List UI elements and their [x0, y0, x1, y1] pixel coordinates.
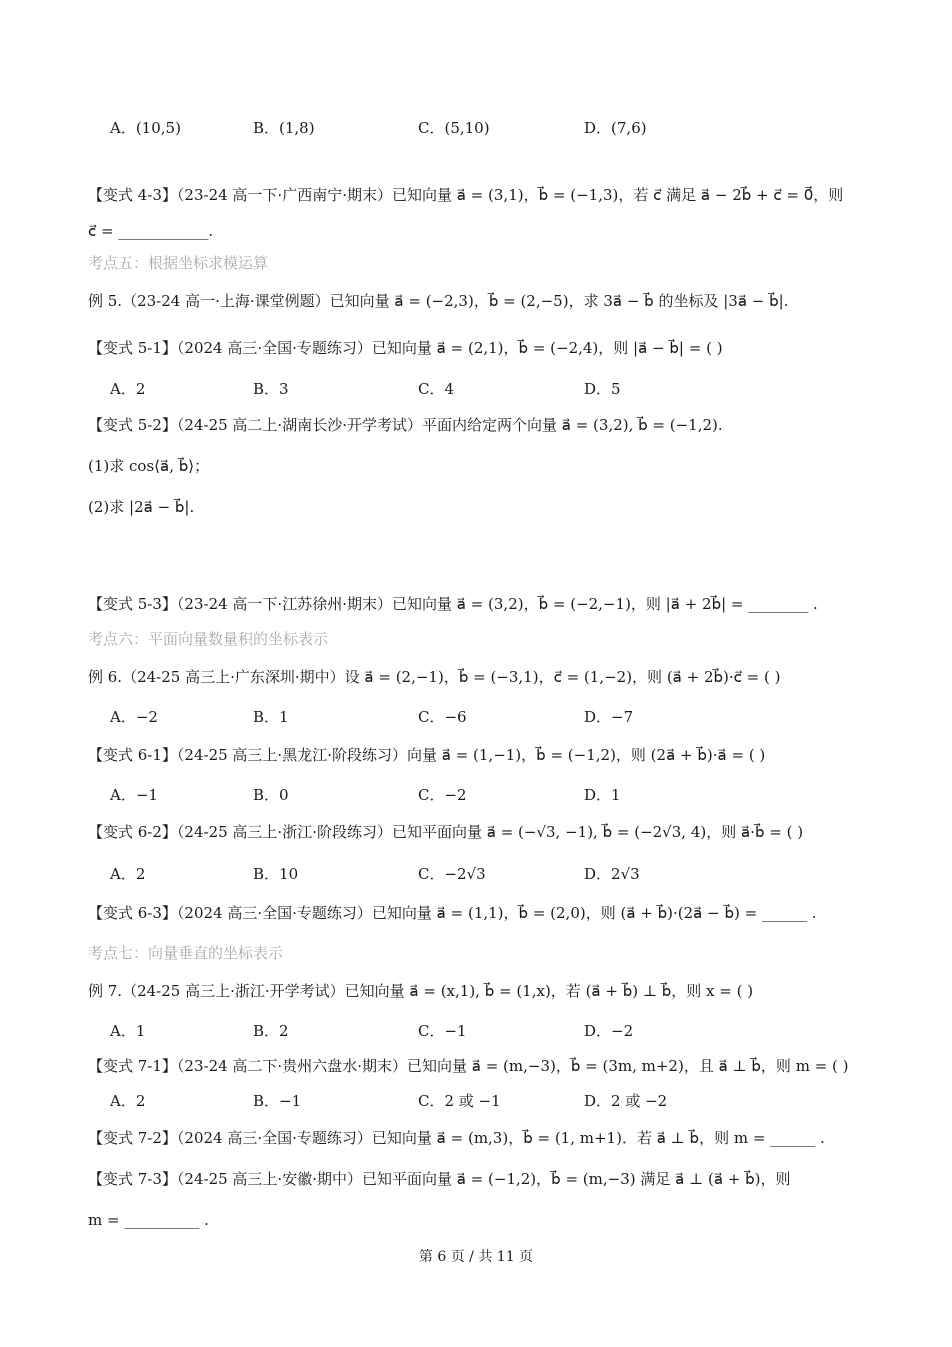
question-line: 【变式 5-2】（24-25 高二上·湖南长沙·开学考试）平面内给定两个向量 a⃗ = (3,2), b⃗ = (−1,2).	[88, 416, 723, 434]
question-line: 例 5.（23-24 高一·上海·课堂例题）已知向量 a⃗ = (−2,3)，b⃗ = (2,−5)，求 3a⃗ − b⃗ 的坐标及 |3a⃗ − b⃗|.	[88, 292, 789, 310]
section-heading: 考点七：向量垂直的坐标表示	[88, 944, 284, 962]
option-c: C．−1	[418, 1022, 467, 1040]
option-c: C．−2	[418, 786, 467, 804]
question-line: 【变式 5-1】（2024 高三·全国·专题练习）已知向量 a⃗ = (2,1)，b⃗ = (−2,4)，则 |a⃗ − b⃗| = ( )	[88, 339, 723, 357]
option-a: A．2	[110, 380, 146, 398]
option-a: A．1	[110, 1022, 146, 1040]
question-line: 例 7.（24-25 高三上·浙江·开学考试）已知向量 a⃗ = (x,1), b⃗ = (1,x)，若 (a⃗ + b⃗) ⊥ b⃗，则 x = ( )	[88, 982, 754, 1000]
question-line: 【变式 7-3】（24-25 高三上·安徽·期中）已知平面向量 a⃗ = (−1,2)，b⃗ = (m,−3) 满足 a⃗ ⊥ (a⃗ + b⃗)，则	[88, 1170, 791, 1188]
option-b: B．10	[253, 865, 299, 883]
question-line: (2)求 |2a⃗ − b⃗|.	[88, 498, 195, 516]
option-a: A．−2	[110, 708, 158, 726]
option-a: A．(10,5)	[110, 119, 181, 137]
question-line: 【变式 4-3】（23-24 高一下·广西南宁·期末）已知向量 a⃗ = (3,1)，b⃗ = (−1,3)，若 c⃗ 满足 a⃗ − 2b⃗ + c⃗ = 0⃗，则	[88, 186, 844, 204]
option-b: B．3	[253, 380, 289, 398]
question-line: c⃗ = ____________.	[88, 222, 214, 240]
section-heading: 考点五：根据坐标求模运算	[88, 254, 269, 272]
option-d: D．2 或 −2	[584, 1092, 668, 1110]
option-a: A．2	[110, 1092, 146, 1110]
option-d: D．−2	[584, 1022, 634, 1040]
option-a: A．−1	[110, 786, 158, 804]
option-d: D．1	[584, 786, 621, 804]
question-line: 【变式 6-1】（24-25 高三上·黑龙江·阶段练习）向量 a⃗ = (1,−1)，b⃗ = (−1,2)，则 (2a⃗ + b⃗)·a⃗ = ( )	[88, 746, 766, 764]
question-line: 【变式 6-3】（2024 高三·全国·专题练习）已知向量 a⃗ = (1,1)，b⃗ = (2,0)，则 (a⃗ + b⃗)·(2a⃗ − b⃗) = ______ .	[88, 904, 817, 922]
question-line: 【变式 7-2】（2024 高三·全国·专题练习）已知向量 a⃗ = (m,3)，b⃗ = (1, m+1)．若 a⃗ ⊥ b⃗，则 m = ______ .	[88, 1129, 825, 1147]
question-line: 例 6.（24-25 高三上·广东深圳·期中）设 a⃗ = (2,−1)，b⃗ = (−3,1)，c⃗ = (1,−2)，则 (a⃗ + 2b⃗)·c⃗ = ( )	[88, 668, 781, 686]
option-d: D．5	[584, 380, 621, 398]
option-c: C．−2√3	[418, 865, 486, 883]
option-d: D．2√3	[584, 865, 640, 883]
question-line: 【变式 5-3】（23-24 高一下·江苏徐州·期末）已知向量 a⃗ = (3,2)，b⃗ = (−2,−1)，则 |a⃗ + 2b⃗| = ________ .	[88, 595, 818, 613]
option-d: D．−7	[584, 708, 634, 726]
question-line: 【变式 6-2】（24-25 高三上·浙江·阶段练习）已知平面向量 a⃗ = (−√3, −1), b⃗ = (−2√3, 4)，则 a⃗·b⃗ = ( )	[88, 823, 804, 841]
question-line: 【变式 7-1】（23-24 高二下·贵州六盘水·期末）已知向量 a⃗ = (m,−3)，b⃗ = (3m, m+2)，且 a⃗ ⊥ b⃗，则 m = ( )	[88, 1057, 849, 1075]
option-d: D．(7,6)	[584, 119, 647, 137]
option-a: A．2	[110, 865, 146, 883]
option-b: B．2	[253, 1022, 289, 1040]
option-b: B．0	[253, 786, 289, 804]
option-c: C．−6	[418, 708, 467, 726]
option-c: C．4	[418, 380, 455, 398]
section-heading: 考点六：平面向量数量积的坐标表示	[88, 630, 329, 648]
option-b: B．(1,8)	[253, 119, 315, 137]
question-line: m = __________ .	[88, 1211, 209, 1229]
page-footer: 第 6 页 / 共 11 页	[418, 1249, 534, 1265]
option-b: B．1	[253, 708, 289, 726]
option-c: C．2 或 −1	[418, 1092, 501, 1110]
option-c: C．(5,10)	[418, 119, 490, 137]
question-line: (1)求 cos⟨a⃗, b⃗⟩；	[88, 457, 210, 475]
option-b: B．−1	[253, 1092, 302, 1110]
